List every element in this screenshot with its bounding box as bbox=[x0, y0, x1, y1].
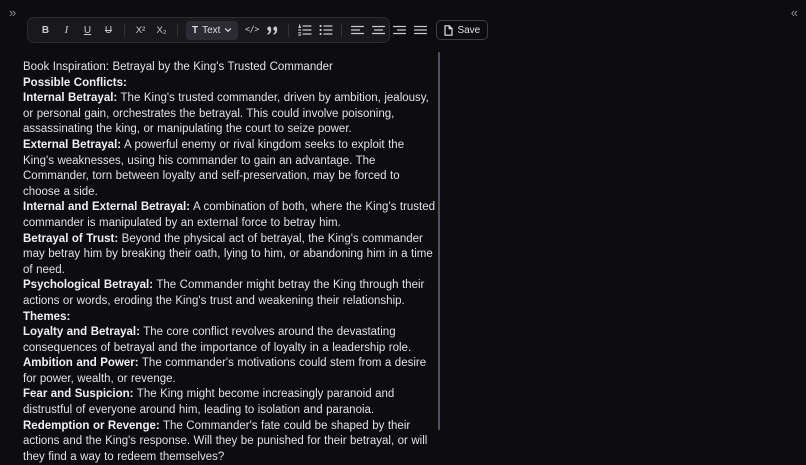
paragraph bbox=[23, 60, 438, 76]
paragraph-text: The core conflict revolves around the devastating consequences of betrayal and the importance of loyalty in a leadership role. bbox=[23, 326, 412, 354]
align-center-icon bbox=[372, 25, 385, 35]
paragraph bbox=[23, 310, 438, 326]
panel-collapse-icon[interactable]: « bbox=[790, 5, 797, 20]
subscript-icon: X₂ bbox=[156, 24, 167, 36]
bullet-list-icon bbox=[319, 24, 333, 36]
paragraph-bold-lead: External Betrayal: bbox=[23, 138, 122, 151]
italic-button[interactable] bbox=[57, 21, 76, 40]
editor-paragraphs bbox=[23, 60, 438, 465]
align-left-button[interactable] bbox=[348, 21, 367, 40]
blockquote-button[interactable] bbox=[263, 21, 282, 40]
align-right-button[interactable] bbox=[390, 21, 409, 40]
paragraph-text: The King's trusted commander, driven by ambition, jealousy, or personal gain, orchestrates the betrayal. This could involve poisoning, assassinating the king, or manipulating the court to seize power. bbox=[23, 92, 429, 136]
toolbar-divider bbox=[124, 24, 125, 37]
bold-icon: B bbox=[41, 24, 50, 36]
paragraph bbox=[23, 76, 438, 92]
paragraph-bold-lead: Loyalty and Betrayal: bbox=[23, 326, 140, 339]
bullet-list-button[interactable] bbox=[316, 21, 335, 40]
formatting-toolbar bbox=[27, 17, 481, 43]
paragraph bbox=[23, 325, 438, 356]
save-button[interactable] bbox=[436, 20, 488, 40]
sidebar-expand-icon[interactable]: » bbox=[9, 5, 16, 20]
paragraph bbox=[23, 200, 438, 231]
ordered-list-button[interactable] bbox=[295, 21, 314, 40]
strikethrough-icon: U bbox=[104, 24, 113, 36]
paragraph-bold-lead: Ambition and Power: bbox=[23, 357, 139, 370]
code-button[interactable] bbox=[242, 21, 261, 40]
paragraph-text: Book Inspiration: Betrayal by the King's Trusted Commander bbox=[23, 61, 333, 73]
paragraph-bold-lead: Internal Betrayal: bbox=[23, 92, 118, 105]
save-button-label: Save bbox=[457, 24, 481, 36]
paragraph-text: The Commander's fate could be shaped by their actions and the King's response. Will they be punished for their betrayal, or will they find a way to redeem themselves? bbox=[23, 419, 428, 463]
editor-scrollbar[interactable] bbox=[438, 52, 440, 430]
paragraph bbox=[23, 91, 438, 138]
align-justify-icon bbox=[414, 25, 427, 35]
paragraph bbox=[23, 356, 438, 387]
paragraph-bold-lead: Redemption or Revenge: bbox=[23, 419, 160, 432]
align-right-icon bbox=[393, 25, 406, 35]
underline-button[interactable] bbox=[78, 21, 97, 40]
paragraph bbox=[23, 419, 438, 465]
text-style-icon: T bbox=[192, 24, 199, 36]
superscript-icon: X² bbox=[135, 24, 146, 36]
paragraph bbox=[23, 387, 438, 418]
ordered-list-icon bbox=[298, 24, 312, 36]
bold-button[interactable] bbox=[36, 21, 55, 40]
align-left-icon bbox=[351, 25, 364, 35]
code-icon: </> bbox=[245, 25, 259, 35]
text-style-dropdown[interactable] bbox=[186, 21, 238, 40]
paragraph-bold-lead: Betrayal of Trust: bbox=[23, 232, 119, 245]
toolbar-divider bbox=[341, 24, 342, 37]
chevron-down-icon bbox=[224, 26, 232, 34]
italic-icon: I bbox=[64, 24, 69, 36]
paragraph-bold-lead: Possible Conflicts: bbox=[23, 76, 127, 89]
strikethrough-button[interactable] bbox=[99, 21, 118, 40]
subscript-button[interactable] bbox=[152, 21, 171, 40]
paragraph-text: Beyond the physical act of betrayal, the King's commander may betray him by breaking their oath, lying to him, or abandoning him in a time of need. bbox=[23, 232, 433, 276]
align-justify-button[interactable] bbox=[411, 21, 430, 40]
paragraph bbox=[23, 232, 438, 279]
file-icon bbox=[444, 25, 453, 36]
toolbar-divider bbox=[288, 24, 289, 37]
underline-icon: U bbox=[83, 24, 92, 36]
paragraph bbox=[23, 138, 438, 200]
paragraph bbox=[23, 278, 438, 309]
superscript-button[interactable] bbox=[131, 21, 150, 40]
editor-content[interactable] bbox=[23, 60, 438, 465]
paragraph-text: A powerful enemy or rival kingdom seeks to exploit the King's weaknesses, using his commander to gain an advantage. The Commander, torn between loyalty and self-preservation, may be forced to choose a side. bbox=[23, 138, 405, 198]
paragraph-text: The commander's motivations could stem from a desire for power, wealth, or revenge. bbox=[23, 357, 427, 385]
paragraph-bold-lead: Internal and External Betrayal: bbox=[23, 201, 191, 214]
paragraph-text: The Commander might betray the King through their actions or words, eroding the King's trust and weakening their relationship. bbox=[23, 279, 425, 307]
paragraph-text: The King might become increasingly paranoid and distrustful of everyone around him, leading to isolation and paranoia. bbox=[23, 388, 395, 417]
paragraph-bold-lead: Psychological Betrayal: bbox=[23, 279, 154, 292]
toolbar-divider bbox=[177, 24, 178, 37]
paragraph-text: A combination of both, where the King's trusted commander is manipulated by an external force to betray him. bbox=[23, 201, 436, 229]
quote-icon bbox=[267, 26, 278, 35]
align-center-button[interactable] bbox=[369, 21, 388, 40]
text-style-label: Text bbox=[202, 24, 221, 36]
paragraph-bold-lead: Themes: bbox=[23, 310, 71, 323]
paragraph-bold-lead: Fear and Suspicion: bbox=[23, 388, 134, 401]
